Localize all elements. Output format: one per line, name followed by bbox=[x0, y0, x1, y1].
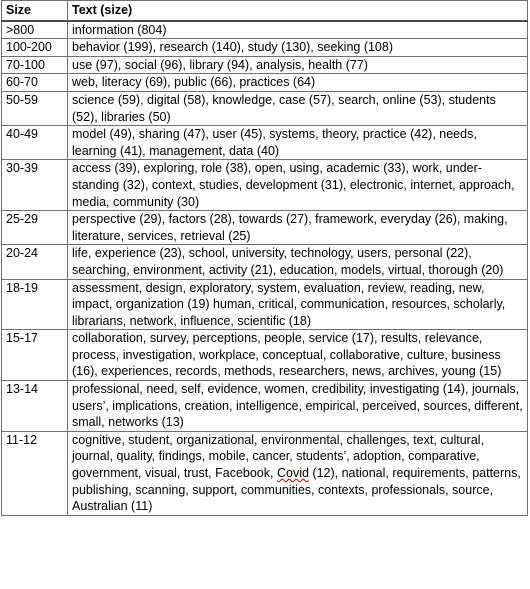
text-cell: collaboration, survey, perceptions, people, service (17), results, relevance, process, investigation, workplace, conceptual, collaborative, culture, business (16), experiences, records, methods, researchers, news, archives, young (15) bbox=[68, 330, 528, 381]
size-cell: 25-29 bbox=[2, 211, 68, 245]
size-cell: 60-70 bbox=[2, 74, 68, 92]
table-row bbox=[2, 74, 528, 92]
text-before: cognitive, student, organizational, environmental, challenges, text, cultural, journal, quality, findings, mobile, cancer, students’, adoption, comparative, government, visual, trust, Facebook, bbox=[72, 432, 485, 481]
text-cell: information (804) bbox=[68, 21, 528, 39]
table-row bbox=[2, 21, 528, 39]
size-cell: 15-17 bbox=[2, 330, 68, 381]
table-row bbox=[2, 381, 528, 432]
table-row bbox=[2, 211, 528, 245]
size-column-header: Size bbox=[2, 1, 68, 21]
text-column-header: Text (size) bbox=[68, 1, 528, 21]
size-cell: 100-200 bbox=[2, 39, 68, 57]
text-cell: science (59), digital (58), knowledge, case (57), search, online (53), students (52), libraries (50) bbox=[68, 91, 528, 125]
text-cell: assessment, design, exploratory, system, evaluation, review, reading, new, impact, organization (19) human, critical, communication, resources, scholarly, librarians, network, influence, scientific (18) bbox=[68, 279, 528, 330]
size-cell: 50-59 bbox=[2, 91, 68, 125]
text-cell: perspective (29), factors (28), towards (27), framework, everyday (26), making, literature, services, retrieval (25) bbox=[68, 211, 528, 245]
header-row bbox=[2, 1, 528, 21]
text-cell: access (39), exploring, role (38), open, using, academic (33), work, understanding (32), context, studies, development (31), electronic, internet, approach, media, community (30) bbox=[68, 160, 528, 211]
text-cell: model (49), sharing (47), user (45), systems, theory, practice (42), needs, learning (41), management, data (40) bbox=[68, 126, 528, 160]
text-cell bbox=[68, 431, 528, 515]
table-row bbox=[2, 39, 528, 57]
size-cell: 40-49 bbox=[2, 126, 68, 160]
text-after: (12), national, requirements, patterns, publishing, scanning, support, communities, contexts, professionals, source, Australian (11) bbox=[72, 466, 521, 514]
text-cell: professional, need, self, evidence, women, credibility, investigating (14), journals, users’, implications, creation, intelligence, empirical, perceived, sources, different, small, networks (13) bbox=[68, 381, 528, 432]
table-row bbox=[2, 91, 528, 125]
table-row bbox=[2, 160, 528, 211]
table-row bbox=[2, 330, 528, 381]
size-cell: >800 bbox=[2, 21, 68, 39]
text-cell: use (97), social (96), library (94), analysis, health (77) bbox=[68, 56, 528, 74]
table-row bbox=[2, 431, 528, 515]
text-cell: behavior (199), research (140), study (130), seeking (108) bbox=[68, 39, 528, 57]
table-row bbox=[2, 279, 528, 330]
text-cell: web, literacy (69), public (66), practices (64) bbox=[68, 74, 528, 92]
term-frequency-table bbox=[1, 0, 528, 516]
size-cell: 20-24 bbox=[2, 245, 68, 279]
table-row bbox=[2, 126, 528, 160]
size-cell: 70-100 bbox=[2, 56, 68, 74]
spellcheck-flagged-word: Covid bbox=[276, 466, 309, 481]
table-row bbox=[2, 56, 528, 74]
size-cell: 11-12 bbox=[2, 431, 68, 515]
size-cell: 13-14 bbox=[2, 381, 68, 432]
size-cell: 18-19 bbox=[2, 279, 68, 330]
table-row bbox=[2, 245, 528, 279]
size-cell: 30-39 bbox=[2, 160, 68, 211]
text-cell: life, experience (23), school, university, technology, users, personal (22), searching, environment, activity (21), education, models, virtual, thorough (20) bbox=[68, 245, 528, 279]
